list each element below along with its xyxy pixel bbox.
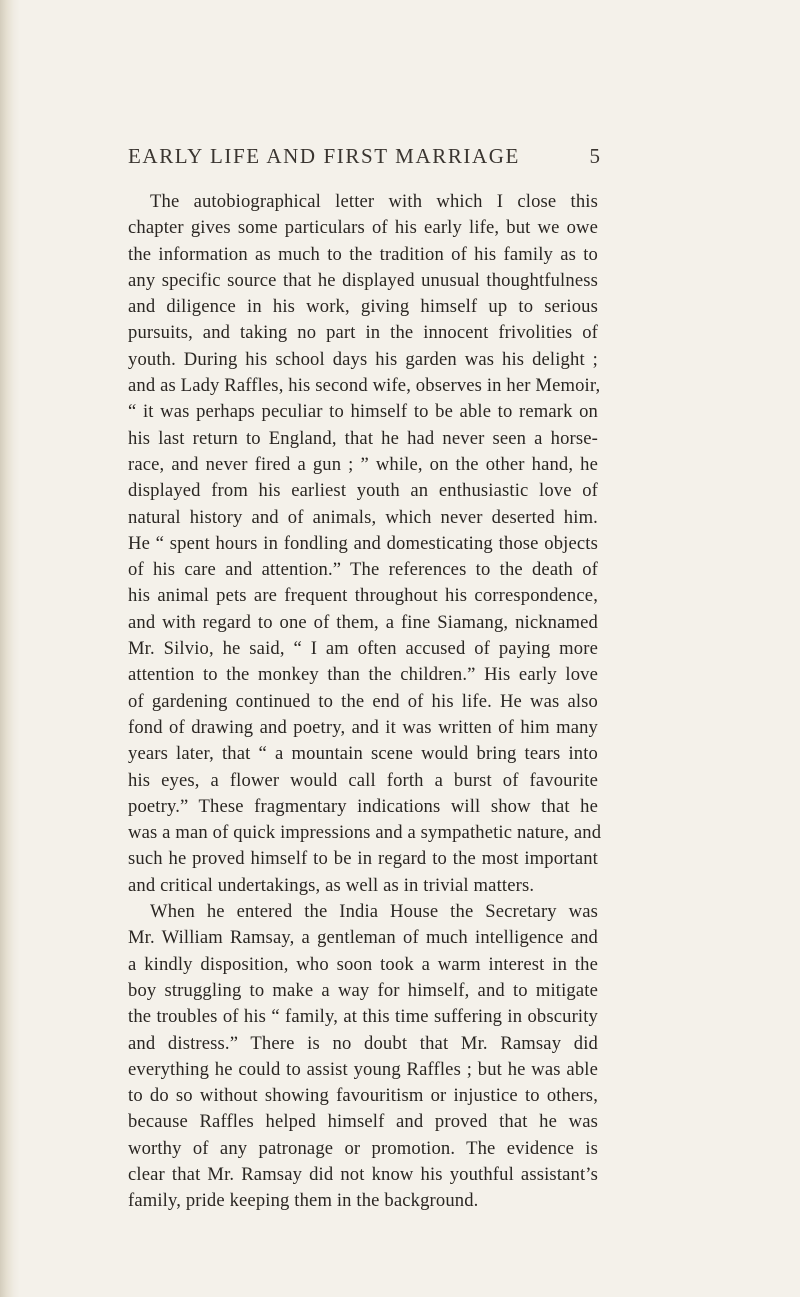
text-line: years later, that “ a mountain scene would bring tears into bbox=[128, 743, 598, 765]
text-line: “ it was perhaps peculiar to himself to be able to remark on bbox=[128, 401, 598, 423]
text-line: his animal pets are frequent throughout his correspondence, bbox=[128, 585, 598, 607]
chapter-running-title: EARLY LIFE AND FIRST MARRIAGE bbox=[128, 144, 520, 168]
text-line: poetry.” These fragmentary indications will show that he bbox=[128, 795, 598, 817]
text-line: his eyes, a flower would call forth a burst of favourite bbox=[128, 769, 598, 791]
text-line: Mr. Silvio, he said, “ I am often accused of paying more bbox=[128, 638, 598, 660]
text-line: race, and never fired a gun ; ” while, on the other hand, he bbox=[128, 453, 598, 475]
text-line: worthy of any patronage or promotion. The evidence is bbox=[128, 1137, 598, 1159]
text-line: displayed from his earliest youth an enthusiastic love of bbox=[128, 480, 598, 502]
text-line: The autobiographical letter with which I close this bbox=[150, 191, 598, 212]
text-line: pursuits, and taking no part in the innocent frivolities of bbox=[128, 322, 598, 344]
text-line: boy struggling to make a way for himself, and to mitigate bbox=[128, 979, 598, 1001]
paragraph-2 bbox=[128, 899, 598, 1215]
text-line: because Raffles helped himself and proved that he was bbox=[128, 1111, 598, 1133]
text-line: chapter gives some particulars of his early life, but we owe bbox=[128, 217, 598, 239]
text-line: a kindly disposition, who soon took a warm interest in the bbox=[128, 953, 598, 975]
text-line: youth. During his school days his garden was his delight ; bbox=[128, 348, 598, 370]
text-line: attention to the monkey than the children.” His early love bbox=[128, 664, 598, 686]
text-line: fond of drawing and poetry, and it was written of him many bbox=[128, 716, 598, 738]
text-line: to do so without showing favouritism or injustice to others, bbox=[128, 1085, 598, 1107]
text-line: family, pride keeping them in the background. bbox=[128, 1190, 479, 1212]
text-line: of gardening continued to the end of his life. He was also bbox=[128, 690, 598, 712]
text-line: and with regard to one of them, a fine Siamang, nicknamed bbox=[128, 611, 598, 633]
text-line: and diligence in his work, giving himself up to serious bbox=[128, 296, 598, 318]
running-header bbox=[128, 144, 600, 174]
text-line: such he proved himself to be in regard to the most important bbox=[128, 848, 598, 870]
text-line: and as Lady Raffles, his second wife, observes in her Memoir, bbox=[128, 375, 601, 397]
text-line: natural history and of animals, which never deserted him. bbox=[128, 506, 598, 528]
binding-gutter-shadow bbox=[0, 0, 20, 1297]
text-line: clear that Mr. Ramsay did not know his youthful assistant’s bbox=[128, 1163, 598, 1185]
text-line: Mr. William Ramsay, a gentleman of much intelligence and bbox=[128, 927, 598, 949]
text-line: the troubles of his “ family, at this time suffering in obscurity bbox=[128, 1006, 598, 1028]
text-line: He “ spent hours in fondling and domesticating those objects bbox=[128, 532, 598, 554]
page-number: 5 bbox=[589, 144, 600, 168]
text-line: was a man of quick impressions and a sympathetic nature, and bbox=[128, 822, 602, 844]
body-text bbox=[128, 189, 602, 1215]
paragraph-1 bbox=[128, 189, 602, 899]
text-line: the information as much to the tradition of his family as to bbox=[128, 243, 598, 265]
text-line: and critical undertakings, as well as in trivial matters. bbox=[128, 874, 535, 896]
text-line: and distress.” There is no doubt that Mr. Ramsay did bbox=[128, 1032, 598, 1054]
text-line: his last return to England, that he had never seen a horse- bbox=[128, 427, 598, 449]
text-line: of his care and attention.” The references to the death of bbox=[128, 559, 598, 581]
text-line: When he entered the India House the Secretary was bbox=[150, 901, 598, 923]
text-line: any specific source that he displayed unusual thoughtfulness bbox=[128, 269, 598, 291]
text-line: everything he could to assist young Raffles ; but he was able bbox=[128, 1058, 598, 1080]
